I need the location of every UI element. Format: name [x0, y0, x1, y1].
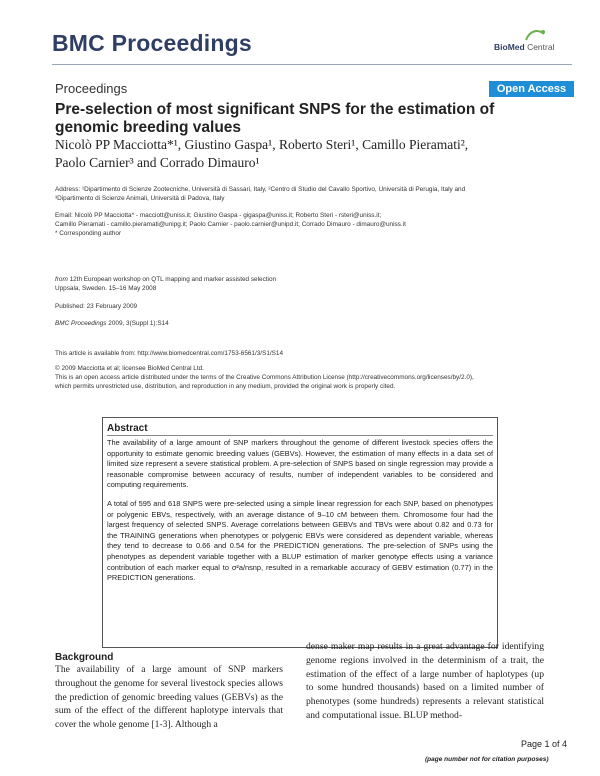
authors-line-1: Nicolò PP Macciotta*¹, Giustino Gaspa¹, Roberto Steri¹, Camillo Pieramati²,	[55, 137, 469, 152]
email-line-1[interactable]: Email: Nicolò PP Macciotta* - macciott@uniss.it; Giustino Gaspa - gigaspa@uniss.it; Roberto Steri - rsteri@uniss.it;	[55, 212, 382, 219]
email-line-2[interactable]: Camillo Pieramati - camillo.pieramati@unipg.it; Paolo Carnier - paolo.carnier@unipd.it; Corrado Dimauro - dimauro@uniss.it	[55, 221, 406, 228]
from-line-2: Uppsala, Sweden. 15–16 May 2008	[55, 285, 157, 292]
journal-title: BMC Proceedings	[52, 30, 252, 56]
body-column-right: dense maker map results in a great advantage for identifying genome regions involved in the determinism of a trait, the estimation of the effect of a large number of haplotypes (up to some hundred thousands) based on a limited number of phenotypes (some hundreds) represents a relevant statistical and computational issue. BLUP method-	[306, 641, 544, 721]
page-number: Page 1 of 4	[521, 739, 568, 749]
open-access-badge[interactable]: Open Access	[489, 81, 574, 97]
biomed-swoosh-icon	[524, 28, 546, 42]
address-line-1: Address: ¹Dipartimento di Scienze Zootecniche, Università di Sassari, Italy, ²Centro di Studio del Cavallo Sportivo, Università di Perugia, Italy and	[55, 186, 466, 193]
authors-line-2: Paolo Carnier³ and Corrado Dimauro¹	[55, 155, 260, 170]
address-line-2: ³Dipartimento di Scienze Animali, Università di Padova, Italy	[55, 195, 225, 202]
citation	[55, 319, 575, 328]
from-line-1: 12th European workshop on QTL mapping and marker assisted selection	[67, 276, 277, 283]
abstract-heading: Abstract	[107, 423, 148, 434]
biomed-central-logo	[494, 28, 574, 54]
article-title-line-1: Pre-selection of most significant SNPS for the estimation of	[55, 101, 495, 118]
abstract-paragraph-1: The availability of a large amount of SNP markers throughout the genome of different livestock species offers the opportunity to estimate genomic breeding values (GEBVs). However, the estimation of many effects in a data set of limited size represent a severe statistical problem. A pre-selection of SNPS based on single regression may provide a reasonable compromise between accuracy of results, number of independent variables to be considered and computing requirements.	[107, 438, 493, 490]
author-list	[55, 136, 555, 172]
abstract-body	[107, 438, 493, 592]
license-line-2: which permits unrestricted use, distribution, and reproduction in any medium, provided the original work is properly cited.	[55, 383, 396, 390]
body-column-left: The availability of a large amount of SNP markers throughout the genome for several livestock species allows the prediction of genomic breeding values (GEBVs) as the sum of the effect of the different haplotype intervals that cover the whole genome [1-3]. Although a	[55, 664, 283, 731]
abstract-divider	[107, 435, 493, 436]
header-divider	[52, 64, 572, 65]
article-title-line-2: genomic breeding values	[55, 119, 242, 136]
workshop-source	[55, 275, 575, 293]
logo-bio: BioMed	[494, 42, 525, 52]
article-url[interactable]: This article is available from: http://www.biomedcentral.com/1753-6561/3/S1/S14	[55, 350, 284, 357]
logo-central: Central	[524, 42, 555, 52]
copyright-block	[55, 364, 575, 391]
article-title	[55, 101, 535, 137]
citation-journal: BMC Proceedings	[55, 320, 107, 327]
published-date: Published: 23 February 2009	[55, 303, 138, 310]
from-label: from	[55, 276, 68, 283]
abstract-paragraph-2: A total of 595 and 618 SNPS were pre-selected using a simple linear regression for each SNP, based on phenotypes or polygenic EBVs, respectively, with an average distance of 9–10 cM between them. Chromosome four had the largest frequency of selected SNPS. Average correlations between GEBVs and TBVs were about 0.82 and 0.73 for the TRAINING generations when phenotypes or polygenic EBVs were considered as dependent variable, whereas they tend to decrease to 0.66 and 0.54 for the PREDICTION generations. The pre-selection of SNPs using the phenotypes as dependent variable together with a BLUP estimation of marker genotype effects using a variance contribution of each marker equal to σ²a/nsnp, resulted in a remarkable accuracy of GEBV estimation (0.77) in the PREDICTION generations.	[107, 498, 493, 583]
citation-details: 2009, 3(Suppl 1):S14	[106, 320, 169, 327]
emails	[55, 211, 575, 238]
affiliations	[55, 185, 575, 203]
section-label: Proceedings	[55, 81, 128, 96]
license-line-1[interactable]: This is an open access article distributed under the terms of the Creative Commons Attribution License (http://creativecommons.org/licenses/by/2.0),	[55, 374, 474, 381]
corresponding-author-note: * Corresponding author	[55, 230, 122, 237]
page-number-note: (page number not for citation purposes)	[425, 756, 549, 763]
copyright-line: © 2009 Macciotta et al; licensee BioMed Central Ltd.	[55, 365, 204, 372]
background-heading: Background	[55, 652, 114, 663]
